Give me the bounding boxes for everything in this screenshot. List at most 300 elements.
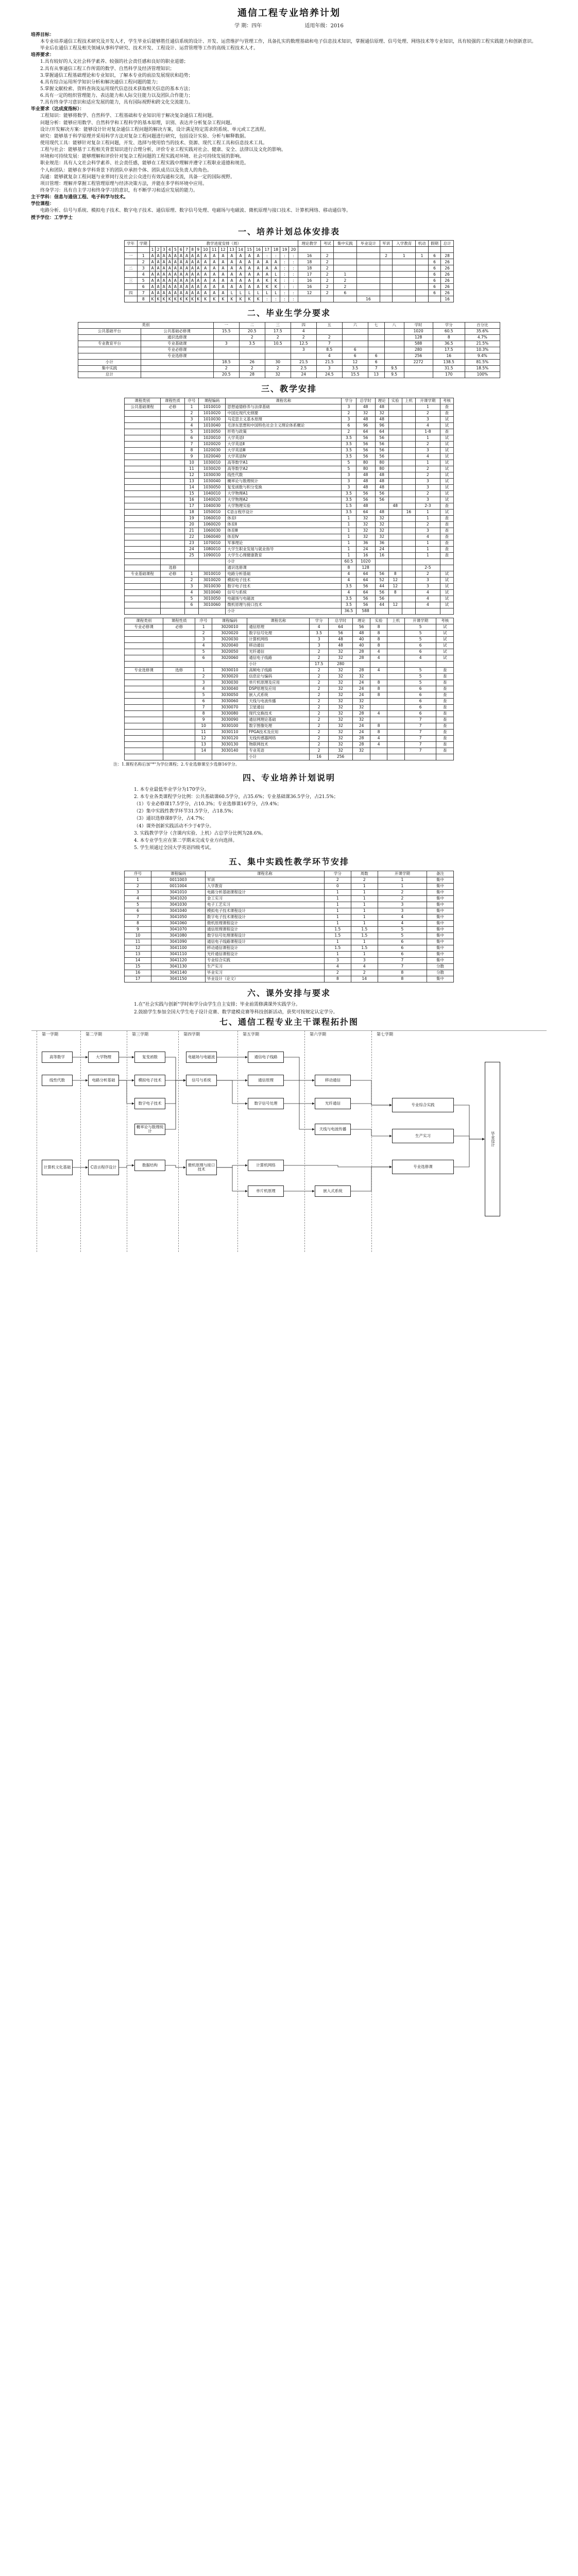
table-cell: 3 <box>415 577 440 583</box>
table-cell: 1020030 <box>198 447 226 453</box>
count-cell: 6 <box>428 272 441 278</box>
table-cell <box>125 680 163 686</box>
table-row <box>78 328 500 334</box>
value-cell: 17.5 <box>265 328 291 334</box>
table-cell: 选修 <box>163 667 195 673</box>
table-cell: 2 <box>342 429 356 435</box>
table-cell: 48 <box>356 503 375 509</box>
table-row <box>78 371 500 378</box>
section-5-title: 五、集中实践性教学环节安排 <box>228 857 349 867</box>
table-cell: 形势与政策 <box>226 429 342 435</box>
table-cell: 1060040 <box>198 534 226 540</box>
table-cell: 3041020 <box>151 895 205 902</box>
table-cell: 试 <box>440 472 453 478</box>
table-cell: 1 <box>415 546 440 552</box>
week-cell: K <box>271 278 280 284</box>
table-cell <box>370 717 387 723</box>
table-cell: 32 <box>328 680 352 686</box>
table-cell: 毕业实习 <box>206 970 325 976</box>
value-cell: 2 <box>265 334 291 341</box>
value-cell: 6 <box>342 347 368 353</box>
column-header: 集中实践 <box>333 241 356 247</box>
table-cell: 3 <box>342 478 356 484</box>
week-cell: K <box>190 296 195 302</box>
week-cell: : <box>280 290 289 296</box>
table-row <box>125 515 454 521</box>
table-cell: 1050010 <box>198 509 226 515</box>
meta-subject: 学 期：四年 <box>234 23 262 29</box>
table-cell: 3 <box>378 902 427 908</box>
table-row <box>125 509 454 515</box>
week-cell: A <box>167 265 173 272</box>
table-cell <box>387 704 405 710</box>
table-cell: 嵌入式系统 <box>247 692 310 698</box>
table-cell: 3 <box>310 642 329 649</box>
week-cell: A <box>210 265 218 272</box>
table-cell <box>388 490 402 497</box>
week-cell: : <box>289 253 298 259</box>
intro-paragraph: 6.具有一定的组织管理能力、表达能力和人际交往能力以及团队合作能力； <box>40 93 193 99</box>
table-cell: 48 <box>375 509 388 515</box>
table-cell: 2 <box>310 723 329 729</box>
course-node: 线性代数 <box>42 1075 73 1086</box>
value-cell: 6 <box>368 359 384 365</box>
table-cell: 1 <box>195 667 212 673</box>
prerequisite-arrow <box>165 1080 185 1104</box>
table-cell <box>185 565 198 571</box>
table-cell <box>388 422 402 429</box>
table-row <box>125 926 454 933</box>
table-cell: 思想道德修养与法律基础 <box>226 404 342 410</box>
table-cell: 12 <box>388 583 402 589</box>
table-cell: 查 <box>436 686 454 692</box>
table-cell: 16 <box>185 497 198 503</box>
table-cell: 8 <box>370 630 387 636</box>
column-header: 上机 <box>402 398 415 404</box>
table-cell <box>370 754 387 760</box>
table-cell <box>125 649 163 655</box>
semester-divider <box>304 1031 305 1252</box>
week-number: 6 <box>178 247 184 253</box>
week-cell: A <box>263 265 271 272</box>
intro-heading: 主干学科：信息与通信工程、电子科学与技术。 <box>31 195 129 200</box>
table-cell: 32 <box>353 717 370 723</box>
count-cell: 2 <box>333 278 356 284</box>
week-cell: A <box>150 272 156 278</box>
value-cell <box>265 353 291 359</box>
value-cell: 13 <box>368 371 384 378</box>
table-cell <box>440 608 453 614</box>
table-cell: 56 <box>356 435 375 441</box>
table-row <box>78 353 500 359</box>
table-cell <box>370 661 387 667</box>
week-cell: A <box>201 284 210 290</box>
count-cell <box>393 284 416 290</box>
column-header: 学分 <box>310 618 329 624</box>
table-cell: 试 <box>440 460 453 466</box>
table-cell <box>387 667 405 673</box>
intro-paragraph: 1.具有较好的人文社会科学素养、较强的社会责任感和良好的职业道德； <box>40 59 189 65</box>
table-cell <box>388 404 402 410</box>
table-cell <box>160 534 185 540</box>
column-header: 周数 <box>351 871 378 877</box>
week-cell: K <box>195 296 201 302</box>
value-cell <box>368 347 384 353</box>
table-cell: 3010040 <box>198 589 226 596</box>
table-cell: 3 <box>415 416 440 422</box>
table-cell: 1.5 <box>324 945 351 951</box>
table-cell: 5 <box>404 680 436 686</box>
table-row <box>125 902 454 908</box>
count-cell <box>416 265 429 272</box>
table-cell: 56 <box>375 441 388 447</box>
value-cell <box>265 347 291 353</box>
table-cell: 2 <box>310 729 329 735</box>
table-cell: 模拟电子技术课程设计 <box>206 908 325 914</box>
count-cell <box>380 296 393 302</box>
table-cell: 专业基础课程 <box>125 571 161 577</box>
week-cell: A <box>227 284 236 290</box>
week-cell: A <box>150 278 156 284</box>
week-cell: A <box>218 284 227 290</box>
table-cell: 3041110 <box>151 951 205 957</box>
table-cell <box>388 540 402 546</box>
empty-cell <box>125 247 138 253</box>
count-cell <box>333 253 356 259</box>
table-cell: 3 <box>415 583 440 589</box>
table-cell <box>388 453 402 460</box>
table-cell: 80 <box>356 466 375 472</box>
value-cell: 588 <box>404 341 433 347</box>
table-cell: 56 <box>356 497 375 503</box>
table-cell <box>163 717 195 723</box>
table-cell: 试 <box>440 509 453 515</box>
table-cell <box>402 472 415 478</box>
table-cell: 分散 <box>427 963 453 970</box>
prerequisite-arrow <box>454 1136 484 1139</box>
table-cell: 256 <box>328 754 352 760</box>
table-cell: 8 <box>370 729 387 735</box>
table-cell: 1 <box>351 939 378 945</box>
year-cell <box>125 296 138 302</box>
meta-line <box>31 23 547 30</box>
table-cell: 高等数学A2 <box>226 466 342 472</box>
intro-paragraph: 2.具有从事通信工程工作所需的数学、自然科学及经济管理知识； <box>40 66 175 72</box>
table-cell: 马克思主义基本原理 <box>226 416 342 422</box>
week-number: 12 <box>218 247 227 253</box>
column-header: 八 <box>384 322 404 328</box>
table-cell: 生产实习 <box>206 963 325 970</box>
week-cell: K <box>254 296 263 302</box>
table-cell: 查 <box>436 723 454 729</box>
table-cell: 集中 <box>427 951 453 957</box>
week-cell: A <box>195 253 201 259</box>
week-cell: A <box>161 272 167 278</box>
value-cell: 7 <box>316 341 342 347</box>
value-cell: 15.5 <box>342 371 368 378</box>
table-cell: 1 <box>351 889 378 895</box>
value-cell: 2 <box>316 334 342 341</box>
week-cell: A <box>190 272 195 278</box>
table-row <box>125 667 454 673</box>
week-cell: : <box>289 265 298 272</box>
table-cell: 4 <box>415 534 440 540</box>
category-cell: 小计 <box>78 359 141 365</box>
value-cell: 30 <box>265 359 291 365</box>
table-row <box>125 686 454 692</box>
table-cell <box>160 521 185 528</box>
value-cell: 10.5 <box>265 341 291 347</box>
table-row <box>125 908 454 914</box>
course-node: 电路分析基础 <box>88 1075 119 1086</box>
column-header: 六 <box>342 322 368 328</box>
table-cell <box>402 466 415 472</box>
table-cell: 数字电子技术 <box>226 583 342 589</box>
week-cell: A <box>254 284 263 290</box>
value-cell: 32 <box>265 371 291 378</box>
count-cell: 28 <box>441 253 454 259</box>
table-cell <box>125 552 161 558</box>
table-cell: 2 <box>351 970 378 976</box>
table-cell: 5 <box>125 902 151 908</box>
table-row <box>125 933 454 939</box>
table-row <box>125 970 454 976</box>
table-cell: 3.5 <box>342 435 356 441</box>
table-cell <box>387 698 405 704</box>
table-cell: 56 <box>375 571 388 577</box>
table-cell <box>125 698 163 704</box>
table-cell: 22 <box>185 534 198 540</box>
table-cell: 数字电子技术课程设计 <box>206 914 325 920</box>
column-header: 总计 <box>441 241 454 247</box>
table-cell: 1 <box>342 540 356 546</box>
column-header: 军训 <box>380 241 393 247</box>
page <box>0 0 578 1262</box>
table-cell: 6 <box>185 602 198 608</box>
value-cell: 8 <box>433 334 465 341</box>
table-cell: 毛泽东思想和中国特色社会主义理论体系概论 <box>226 422 342 429</box>
column-header: 课程性质 <box>160 398 185 404</box>
table-cell: 1020010 <box>198 435 226 441</box>
table-cell: 6 <box>185 435 198 441</box>
table-cell: 32 <box>328 673 352 680</box>
course-node: 计算机网络 <box>248 1160 284 1171</box>
course-node: 模拟电子技术 <box>134 1075 165 1086</box>
week-cell: A <box>156 290 161 296</box>
table-cell: 1010020 <box>198 410 226 416</box>
column-header: 实验 <box>370 618 387 624</box>
table-cell: 无线传感器网络 <box>247 735 310 741</box>
table-cell <box>125 704 163 710</box>
table-cell <box>185 558 198 565</box>
table-cell <box>125 410 161 416</box>
table-cell <box>402 484 415 490</box>
table-cell: 48 <box>356 416 375 422</box>
count-cell: 18 <box>298 265 321 272</box>
table-row <box>125 673 454 680</box>
table-cell: 24 <box>353 723 370 729</box>
week-cell: A <box>156 253 161 259</box>
week-cell: : <box>280 296 289 302</box>
table-cell: 80 <box>375 460 388 466</box>
table-cell: 1 <box>351 883 378 889</box>
table-cell <box>125 435 161 441</box>
intro-paragraph: 7.具有终身学习意识和适应发展的能力，具有国际视野和跨文化交流能力。 <box>40 100 193 106</box>
table-cell: 2 <box>415 472 440 478</box>
table-row <box>125 416 454 422</box>
table-cell: 1 <box>342 552 356 558</box>
table-cell: 1040010 <box>198 490 226 497</box>
semester-cell: 8 <box>137 296 150 302</box>
table-cell: 8 <box>324 976 351 982</box>
table-cell: 3041120 <box>151 957 205 963</box>
count-cell: 6 <box>428 253 441 259</box>
table-cell: 7 <box>195 704 212 710</box>
table-cell: 25 <box>185 552 198 558</box>
table-cell: 1020 <box>356 558 375 565</box>
table-cell: 1 <box>415 435 440 441</box>
table-cell: 3 <box>378 908 427 914</box>
column-header: 实验 <box>388 398 402 404</box>
table-cell: 4 <box>185 589 198 596</box>
week-cell: A <box>150 290 156 296</box>
table-cell: 试 <box>440 478 453 484</box>
table-cell: 高等数学A1 <box>226 460 342 466</box>
table-cell: 大学英语Ⅰ <box>226 435 342 441</box>
count-cell: 26 <box>441 272 454 278</box>
table-cell: 48 <box>356 472 375 478</box>
table-cell: 2 <box>378 889 427 895</box>
table-cell <box>160 422 185 429</box>
document-title: 通信工程专业培养计划 <box>237 8 341 19</box>
table-cell <box>402 589 415 596</box>
table-cell <box>125 490 161 497</box>
count-cell: 6 <box>428 265 441 272</box>
week-cell: K <box>236 296 245 302</box>
table-row <box>125 290 454 296</box>
table-cell: 查 <box>436 704 454 710</box>
table-cell <box>388 509 402 515</box>
table-cell: 必修 <box>163 624 195 630</box>
intro-paragraph: 问题分析：能够应用数学、自然科学和工程科学的基本原理，识别、表达并分析复杂工程问题。 <box>40 120 235 126</box>
table-cell: 1060020 <box>198 521 226 528</box>
table-cell: 3030010 <box>212 667 247 673</box>
table-cell: 3041080 <box>151 933 205 939</box>
week-number: 19 <box>280 247 289 253</box>
table-cell: 16 <box>402 509 415 515</box>
table-cell: 查 <box>436 692 454 698</box>
table-cell: 1 <box>342 515 356 521</box>
table-cell: 试 <box>436 630 454 636</box>
column-header: 上机 <box>387 618 405 624</box>
table-cell: 2 <box>310 680 329 686</box>
section-1-title: 一、培养计划总体安排表 <box>237 226 340 236</box>
table-cell: 3.5 <box>342 497 356 503</box>
table-cell <box>388 466 402 472</box>
table-cell <box>160 558 185 565</box>
category-cell: 公共基础平台 <box>78 328 141 334</box>
table-cell: 必修 <box>160 404 185 410</box>
table-cell: 1040020 <box>198 497 226 503</box>
intro-paragraph: 职业规范：具有人文社会科学素养、社会责任感，能够在工程实践中理解并遵守工程职业道德和规范。 <box>40 161 249 166</box>
table-cell <box>163 686 195 692</box>
table-cell <box>163 655 195 661</box>
explanation-line: （3）通识选修课8学分，占4.7%； <box>134 816 208 822</box>
table-cell: 3010030 <box>198 583 226 589</box>
week-cell: A <box>210 272 218 278</box>
week-cell: K <box>173 296 178 302</box>
table-cell <box>440 558 453 565</box>
week-number: 8 <box>190 247 195 253</box>
count-cell <box>393 290 416 296</box>
table-cell <box>402 503 415 509</box>
table-cell: 试 <box>440 484 453 490</box>
table-cell <box>125 521 161 528</box>
week-cell: A <box>210 253 218 259</box>
value-cell: 24 <box>291 371 316 378</box>
table-cell: 选修 <box>160 565 185 571</box>
column-header: 五 <box>316 322 342 328</box>
intro-paragraph: 工程与社会：能够基于工程相关背景知识进行合理分析，评价专业工程实践对社会、健康、安全、法律以及文化的影响。 <box>40 147 286 153</box>
table-cell: 64 <box>356 429 375 435</box>
week-cell: A <box>190 284 195 290</box>
table-cell: 集中 <box>427 926 453 933</box>
table-cell <box>163 710 195 717</box>
value-cell: 26 <box>239 359 265 365</box>
table-cell: 56 <box>356 602 375 608</box>
value-cell <box>239 353 265 359</box>
table-cell <box>125 528 161 534</box>
table-cell: 大学生职业发展与就业指导 <box>226 546 342 552</box>
table-cell <box>388 410 402 416</box>
table-row <box>125 729 454 735</box>
table-cell: 0 <box>324 883 351 889</box>
table-cell: 1030040 <box>198 478 226 484</box>
table-cell <box>388 596 402 602</box>
table-cell: 3041100 <box>151 945 205 951</box>
table-cell: 2 <box>310 655 329 661</box>
table-row <box>78 347 500 353</box>
table-cell <box>387 741 405 748</box>
table-cell: 56 <box>375 453 388 460</box>
table-cell: 56 <box>375 490 388 497</box>
empty-cell <box>333 247 356 253</box>
column-header: 学分 <box>433 322 465 328</box>
table-cell <box>125 735 163 741</box>
table-cell: 3020040 <box>212 642 247 649</box>
table-row <box>78 341 500 347</box>
table-cell: 48 <box>328 636 352 642</box>
value-cell: 280 <box>404 347 433 353</box>
table-cell <box>163 692 195 698</box>
table-cell: 24 <box>356 546 375 552</box>
column-header: 四 <box>291 322 316 328</box>
table-cell: 查 <box>436 710 454 717</box>
table-cell: 必修 <box>160 571 185 577</box>
table-cell: 13 <box>125 951 151 957</box>
week-cell: A <box>236 265 245 272</box>
table-cell <box>160 453 185 460</box>
course-node: 毕业设计 <box>485 1062 500 1216</box>
table-cell: 3 <box>342 416 356 422</box>
week-number: 11 <box>210 247 218 253</box>
week-cell: K <box>245 296 254 302</box>
section-4-title: 四、专业培养计划说明 <box>242 773 335 783</box>
table-cell: 6 <box>342 422 356 429</box>
course-node: 复变函数 <box>134 1052 165 1063</box>
count-cell: 2 <box>321 284 334 290</box>
column-header: 学期 <box>137 241 150 247</box>
